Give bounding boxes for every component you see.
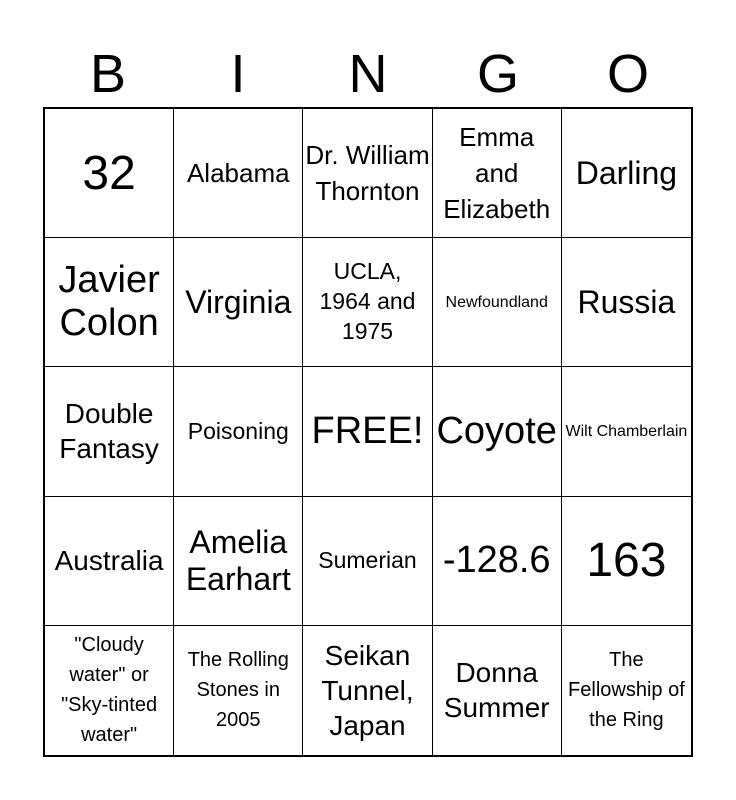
bingo-cell-r5-c3[interactable]: [303, 626, 432, 755]
cell-text: Poisoning: [187, 417, 289, 444]
bingo-cell-r5-c4[interactable]: [433, 626, 562, 755]
cell-text: Javier Colon: [58, 258, 160, 345]
bingo-cell-r2-c3[interactable]: [303, 238, 432, 367]
cell-text: Newfoundland: [445, 293, 548, 311]
cell-text: Alabama: [186, 157, 290, 188]
bingo-grid: [43, 107, 693, 757]
header-letter-o: O: [606, 44, 649, 104]
bingo-cell-r5-c5[interactable]: [562, 626, 691, 755]
cell-text: The Rolling Stones in 2005: [187, 649, 289, 732]
bingo-cell-r3-c1[interactable]: [45, 367, 174, 496]
cell-text: Australia: [54, 545, 164, 577]
bingo-cell-r3-c3[interactable]: [303, 367, 432, 496]
header-letter-g: G: [476, 44, 519, 104]
bingo-cell-r1-c2[interactable]: [174, 109, 303, 238]
bingo-cell-r5-c2[interactable]: [174, 626, 303, 755]
header-letter-b: B: [89, 44, 127, 104]
cell-text: Dr. William Thornton: [305, 139, 430, 207]
header-letter-n: N: [348, 44, 388, 104]
cell-text: Russia: [577, 283, 676, 320]
bingo-header: [43, 40, 693, 108]
bingo-cell-r2-c1[interactable]: [45, 238, 174, 367]
cell-text: 163: [586, 534, 667, 588]
cell-text: Emma and Elizabeth: [443, 121, 551, 225]
bingo-cell-r1-c1[interactable]: [45, 109, 174, 238]
bingo-cell-r4-c1[interactable]: [45, 497, 174, 626]
cell-text: Donna Summer: [443, 657, 550, 724]
cell-text: Seikan Tunnel, Japan: [321, 639, 414, 741]
bingo-cell-r1-c5[interactable]: [562, 109, 691, 238]
bingo-cell-r3-c5[interactable]: [562, 367, 691, 496]
cell-text: UCLA, 1964 and 1975: [319, 258, 416, 345]
cell-text: The Fellowship of the Ring: [568, 649, 685, 732]
cell-text: Coyote: [436, 409, 557, 452]
cell-text: 32: [82, 146, 136, 200]
header-letter-i: I: [230, 44, 246, 104]
bingo-cell-r4-c3[interactable]: [303, 497, 432, 626]
cell-text: -128.6: [442, 538, 551, 581]
bingo-cell-r4-c4[interactable]: [433, 497, 562, 626]
bingo-cell-r3-c4[interactable]: [433, 367, 562, 496]
bingo-cell-r1-c3[interactable]: [303, 109, 432, 238]
bingo-cell-r2-c2[interactable]: [174, 238, 303, 367]
bingo-cell-r2-c4[interactable]: [433, 238, 562, 367]
bingo-cell-r4-c5[interactable]: [562, 497, 691, 626]
cell-text: "Cloudy water" or "Sky-tinted water": [61, 634, 158, 747]
cell-text: Darling: [575, 154, 678, 191]
bingo-cell-r5-c1[interactable]: [45, 626, 174, 755]
bingo-cell-r3-c2[interactable]: [174, 367, 303, 496]
cell-text: Amelia Earhart: [185, 523, 291, 597]
cell-text: Double Fantasy: [59, 398, 159, 465]
cell-text: Virginia: [185, 283, 292, 320]
bingo-cell-r1-c4[interactable]: [433, 109, 562, 238]
bingo-cell-r4-c2[interactable]: [174, 497, 303, 626]
cell-text: FREE!: [311, 409, 424, 452]
cell-text: Wilt Chamberlain: [565, 422, 688, 440]
bingo-cell-r2-c5[interactable]: [562, 238, 691, 367]
cell-text: Sumerian: [318, 546, 417, 573]
